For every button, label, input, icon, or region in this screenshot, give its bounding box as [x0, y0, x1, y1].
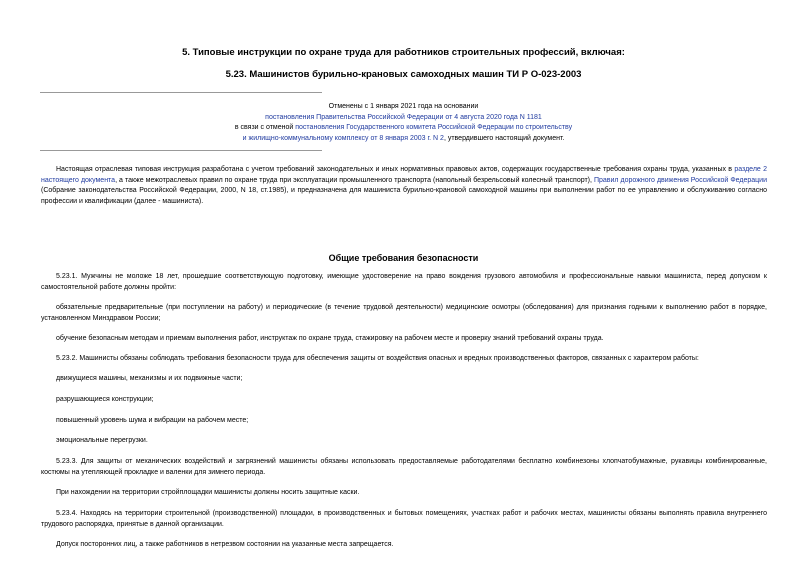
list-item-moving-machines: движущиеся машины, механизмы и их подвижные части;: [56, 375, 243, 382]
paragraph-5-23-4: 5.23.4. Находясь на территории строительной (производственной) площадки, в производственных и бытовых помещениях, участках работ и рабочих местах, машинисты обязаны выполнять правила внутреннего трудового распорядка, принятые в данной организации.: [41, 510, 767, 528]
notice-link-resolution-1181[interactable]: постановления Правительства Российской Федерации от 4 августа 2020 года N 1181: [265, 113, 542, 121]
intro-text-2: , а также межотраслевых правил по охране труда при эксплуатации промышленного транспорта (напольный безрельсовый колесный транспорт),: [115, 176, 594, 184]
notice-line-4-suffix: , утвердившего настоящий документ.: [443, 134, 565, 142]
paragraph-5-23-3: 5.23.3. Для защиты от механических воздействий и загрязнений машинисты обязаны использовать предоставляемые работодателями бесплатно комбинезоны хлопчатобумажные, рукавицы комбинированные, костюмы на утепляющей прокладке и валенки для зимнего периода.: [41, 458, 767, 476]
intro-text-1: Настоящая отраслевая типовая инструкция разработана с учетом требований законодательных и иных нормативных правовых актов, содержащих государственные требования охраны труда, указанных в: [56, 166, 735, 173]
notice-divider-bottom: [40, 150, 322, 151]
paragraph-access-prohibited: Допуск посторонних лиц, а также работников в нетрезвом состоянии на указанные места запрещается.: [56, 541, 394, 548]
intro-link-section-2[interactable]: разделе 2 настоящего документа: [41, 166, 768, 184]
document-subtitle: 5.23. Машинистов бурильно-крановых самоходных машин ТИ Р О-023-2003: [225, 69, 582, 80]
cancellation-notice: [0, 102, 807, 144]
paragraph-5-23-2: 5.23.2. Машинисты обязаны соблюдать требования безопасности труда для обеспечения защиты от воздействия опасных и вредных производственных факторов, связанных с характером работы:: [56, 355, 699, 362]
notice-divider-top: [40, 92, 322, 93]
intro-paragraph: [41, 165, 767, 207]
paragraph-5-23-1: 5.23.1. Мужчины не моложе 18 лет, прошедшие соответствующую подготовку, имеющие удостоверение на право вождения грузового автомобиля и профессиональные навыки машиниста, перед допуском к самостоятельной работе должны пройти:: [41, 273, 767, 291]
list-item-emotional-overload: эмоциональные перегрузки.: [56, 437, 148, 444]
section-title: Общие требования безопасности: [328, 253, 479, 263]
notice-line-3-prefix: в связи с отменой: [234, 124, 296, 131]
document-title: 5. Типовые инструкции по охране труда для работников строительных профессий, включая:: [182, 47, 625, 58]
paragraph-helmets: При нахождении на территории стройплощадки машинисты должны носить защитные каски.: [56, 489, 360, 496]
list-item-noise-vibration: повышенный уровень шума и вибрации на рабочем месте;: [56, 417, 249, 424]
notice-line-1: Отменены с 1 января 2021 года на основании: [328, 103, 479, 110]
intro-text-3: (Собрание законодательства Российской Федерации, 2000, N 18, ст.1985), и предназначена для машиниста бурильно-крановой самоходной машины при выполнении работ по ее управлению и обслуживанию согласно профессии и квалификации (далее - машиниста).: [41, 187, 767, 205]
notice-link-gosstroy-a[interactable]: постановления Государственного комитета Российской Федерации по строительству: [295, 124, 573, 131]
list-item-collapsing-structures: разрушающиеся конструкции;: [56, 396, 154, 403]
paragraph-training: обучение безопасным методам и приемам выполнения работ, инструктаж по охране труда, стажировку на рабочем месте и проверку знаний требований охраны труда.: [56, 335, 604, 342]
notice-link-gosstroy-b[interactable]: и жилищно-коммунальному комплексу от 8 января 2003 г. N 2: [242, 134, 444, 142]
intro-link-traffic-rules[interactable]: Правил дорожного движения Российской Федерации: [593, 176, 767, 184]
paragraph-medical: обязательные предварительные (при поступлении на работу) и периодические (в течение трудовой деятельности) медицинские осмотры (обследования) для признания годными к выполнению работ в порядке, установленном Минздравом России;: [41, 304, 767, 322]
